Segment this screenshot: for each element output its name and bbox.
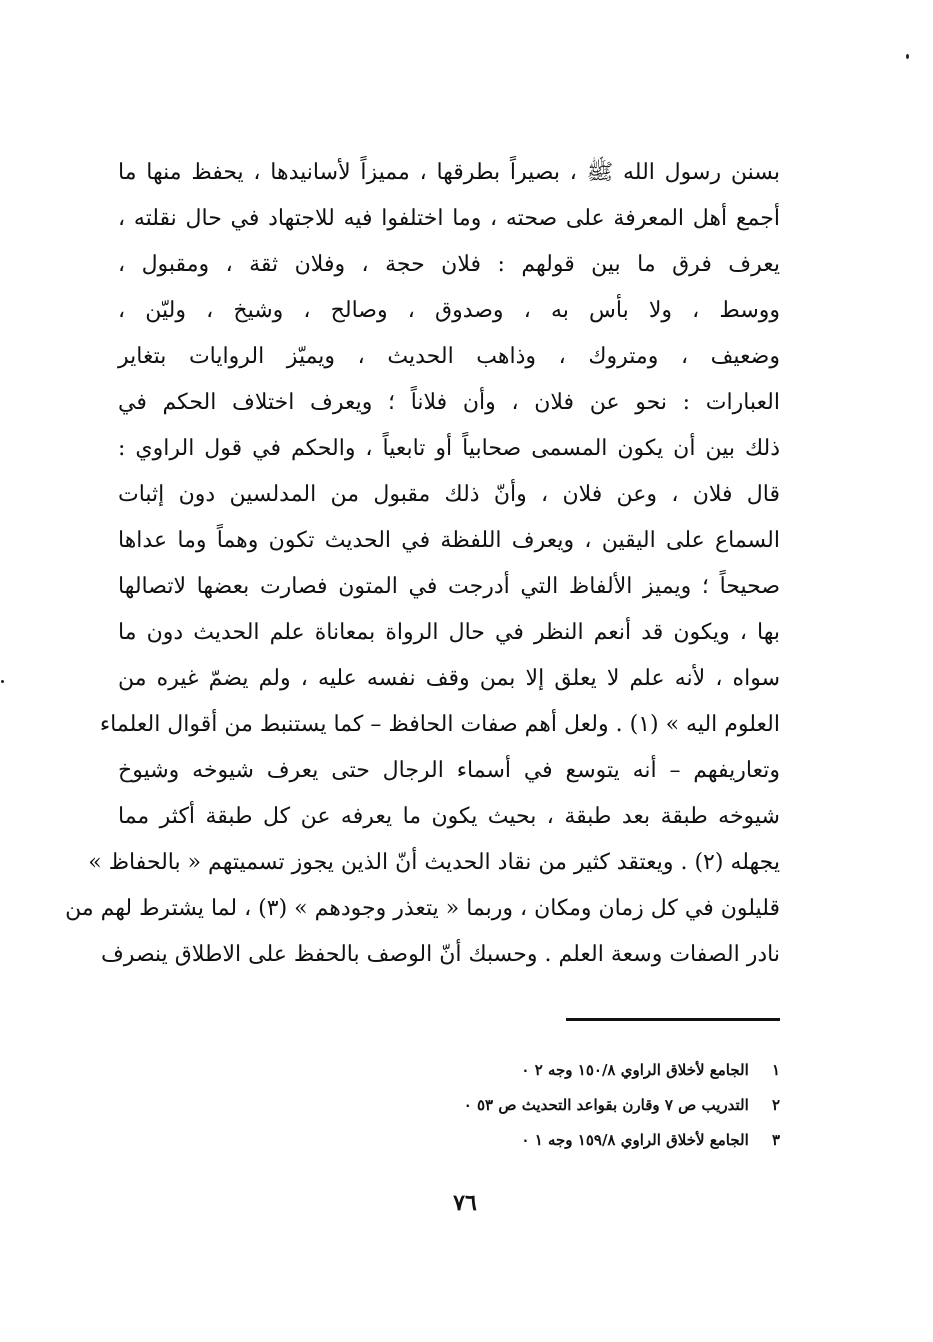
scan-speck: [1, 680, 4, 683]
footnote-item: [380, 1088, 780, 1123]
body-text: [65, 150, 780, 978]
body-line: صحيحاً ؛ ويميز الألفاظ التي أدرجت في المتون فصارت بعضها لاتصالها: [118, 574, 780, 599]
body-line: بسنن رسول الله ﷺ ، بصيراً بطرقها ، مميزاً لأسانيدها ، يحفظ منها ما: [118, 160, 780, 185]
body-line: العبارات : نحو عن فلان ، وأن فلاناً ؛ ويعرف اختلاف الحكم في: [118, 390, 780, 415]
body-line: يعرف فرق ما بين قولهم : فلان حجة ، وفلان ثقة ، ومقبول ،: [118, 252, 780, 277]
body-line: شيوخه طبقة بعد طبقة ، بحيث يكون ما يعرفه عن كل طبقة أكثر مما: [118, 804, 780, 829]
body-line: السماع على اليقين ، ويعرف اللفظة في الحديث تكون وهماً وما عداها: [118, 528, 780, 553]
body-line: وتعاريفهم – أنه يتوسع في أسماء الرجال حتى يعرف شيوخه وشيوخ: [118, 758, 780, 783]
footnote-text: التدريب ص ٧ وقارن بقواعد التحديث ص ٥٣ ٠: [463, 1096, 749, 1114]
body-line: أجمع أهل المعرفة على صحته ، وما اختلفوا فيه للاجتهاد في حال نقلته ،: [118, 206, 780, 231]
page-number: ٧٦: [453, 1190, 477, 1216]
footnote-item: [380, 1053, 780, 1088]
body-line: قال فلان ، وعن فلان ، وأنّ ذلك مقبول من المدلسين دون إثبات: [118, 482, 780, 507]
footnote-separator: [566, 1018, 780, 1021]
body-line: ووسط ، ولا بأس به ، وصدوق ، وصالح ، وشيخ ، وليّن ،: [118, 298, 780, 323]
scan-speck: [906, 54, 909, 59]
body-line: قليلون في كل زمان ومكان ، وربما « يتعذر وجودهم » (٣) ، لما يشترط لهم من: [65, 896, 780, 921]
body-line: بها ، ويكون قد أنعم النظر في حال الرواة بمعاناة علم الحديث دون ما: [118, 620, 780, 645]
body-line: سواه ، لأنه علم لا يعلق إلا بمن وقف نفسه عليه ، ولم يضمّ غيره من: [118, 666, 780, 691]
body-line: نادر الصفات وسعة العلم . وحسبك أنّ الوصف بالحفظ على الاطلاق ينصرف: [101, 942, 780, 967]
body-line: وضعيف ، ومتروك ، وذاهب الحديث ، ويميّز الروايات بتغاير: [118, 344, 780, 369]
body-line: ذلك بين أن يكون المسمى صحابياً أو تابعياً ، والحكم في قول الراوي :: [118, 436, 780, 461]
footnote-item: [380, 1123, 780, 1158]
body-line: العلوم اليه » (١) . ولعل أهم صفات الحافظ – كما يستنبط من أقوال العلماء: [99, 712, 780, 737]
footnote-text: الجامع لأخلاق الراوي ١٥٩/٨ وجه ١ ٠: [521, 1131, 749, 1149]
footnote-number: ١: [771, 1061, 780, 1079]
footnotes: [380, 1053, 780, 1158]
body-line: يجهله (٢) . ويعتقد كثير من نقاد الحديث أنّ الذين يجوز تسميتهم « بالحفاظ »: [88, 850, 780, 875]
footnote-number: ٢: [771, 1096, 780, 1114]
footnote-text: الجامع لأخلاق الراوي ١٥٠/٨ وجه ٢ ٠: [521, 1061, 749, 1079]
footnote-number: ٣: [771, 1131, 780, 1149]
